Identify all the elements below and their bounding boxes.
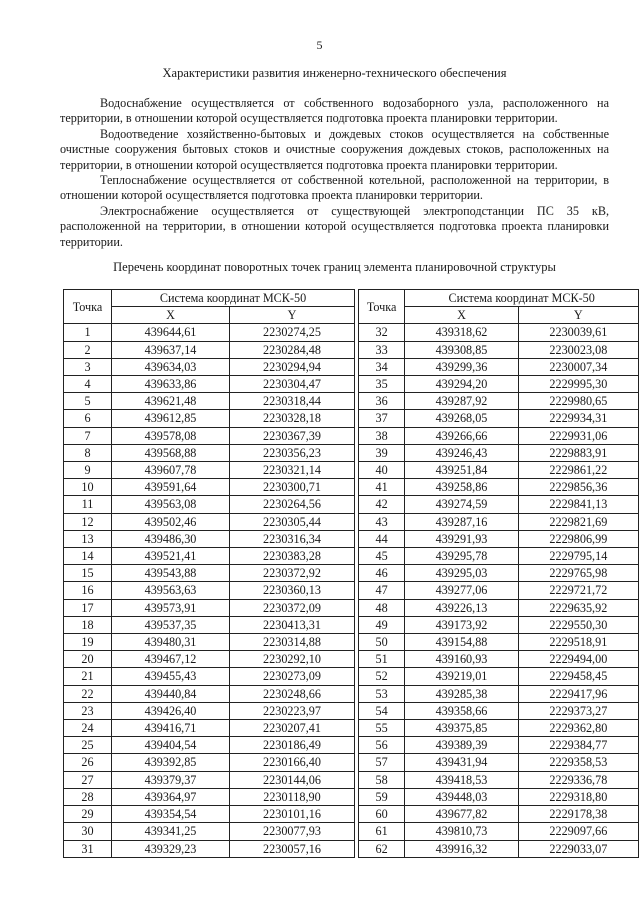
cell-point: 49 — [359, 616, 405, 633]
cell-y: 2229384,77 — [518, 737, 638, 754]
cell-point: 57 — [359, 754, 405, 771]
cell-x: 439480,31 — [112, 634, 230, 651]
cell-point: 35 — [359, 376, 405, 393]
table-row — [64, 840, 355, 857]
cell-x: 439440,84 — [112, 685, 230, 702]
cell-x: 439389,39 — [405, 737, 518, 754]
cell-x: 439219,01 — [405, 668, 518, 685]
cell-point: 33 — [359, 341, 405, 358]
cell-x: 439160,93 — [405, 651, 518, 668]
cell-y: 2230328,18 — [230, 410, 355, 427]
cell-point: 9 — [64, 462, 112, 479]
coordinates-table-right — [358, 289, 639, 858]
cell-point: 50 — [359, 634, 405, 651]
page-number: 5 — [316, 38, 323, 52]
cell-x: 439916,32 — [405, 840, 518, 857]
table-row — [359, 616, 639, 633]
cell-x: 439418,53 — [405, 771, 518, 788]
table-body — [64, 324, 355, 857]
table-row — [359, 771, 639, 788]
cell-x: 439568,88 — [112, 444, 230, 461]
cell-x: 439375,85 — [405, 720, 518, 737]
paragraph-sewerage: Водоотведение хозяйственно-бытовых и дождевых стоков осуществляется на собственные очистные сооружения бытовых стоков и очистные сооружения дождевых стоков, расположенных на территории, в отношении которой осуществляется подготовка проекта планировки территории. — [60, 126, 609, 172]
cell-y: 2230300,71 — [230, 479, 355, 496]
cell-point: 13 — [64, 530, 112, 547]
cell-x: 439578,08 — [112, 427, 230, 444]
table-row — [64, 358, 355, 375]
paragraph-heat-supply: Теплоснабжение осуществляется от собственной котельной, расположенной на территории, в отношении которой осуществляется подготовка проекта планировки территории. — [60, 173, 609, 203]
cell-point: 22 — [64, 685, 112, 702]
cell-x: 439537,35 — [112, 616, 230, 633]
cell-x: 439246,43 — [405, 444, 518, 461]
cell-x: 439154,88 — [405, 634, 518, 651]
cell-y: 2229336,78 — [518, 771, 638, 788]
cell-point: 38 — [359, 427, 405, 444]
cell-x: 439173,92 — [405, 616, 518, 633]
cell-point: 20 — [64, 651, 112, 668]
cell-y: 2229373,27 — [518, 702, 638, 719]
paragraph-power-supply: Электроснабжение осуществляется от существующей электроподстанции ПС 35 кВ, расположенной на территории, в отношении которой осуществляется подготовка проекта планировки территории. — [60, 203, 609, 249]
cell-y: 2229721,72 — [518, 582, 638, 599]
cell-y: 2229765,98 — [518, 565, 638, 582]
cell-y: 2230207,41 — [230, 720, 355, 737]
cell-point: 10 — [64, 479, 112, 496]
cell-point: 36 — [359, 393, 405, 410]
cell-point: 16 — [64, 582, 112, 599]
cell-y: 2230372,92 — [230, 565, 355, 582]
cell-point: 56 — [359, 737, 405, 754]
cell-y: 2229883,91 — [518, 444, 638, 461]
cell-point: 3 — [64, 358, 112, 375]
cell-x: 439294,20 — [405, 376, 518, 393]
table-row — [359, 685, 639, 702]
cell-point: 61 — [359, 823, 405, 840]
cell-x: 439341,25 — [112, 823, 230, 840]
cell-point: 25 — [64, 737, 112, 754]
cell-y: 2230314,88 — [230, 634, 355, 651]
cell-point: 23 — [64, 702, 112, 719]
table-row — [359, 341, 639, 358]
table-row — [64, 410, 355, 427]
cell-y: 2230383,28 — [230, 548, 355, 565]
cell-y: 2230356,23 — [230, 444, 355, 461]
table-row — [64, 341, 355, 358]
cell-y: 2230264,56 — [230, 496, 355, 513]
cell-y: 2229494,00 — [518, 651, 638, 668]
cell-point: 2 — [64, 341, 112, 358]
table-body — [359, 324, 639, 857]
cell-x: 439354,54 — [112, 806, 230, 823]
cell-point: 53 — [359, 685, 405, 702]
cell-x: 439277,06 — [405, 582, 518, 599]
table-row — [64, 393, 355, 410]
cell-x: 439431,94 — [405, 754, 518, 771]
cell-y: 2230292,10 — [230, 651, 355, 668]
table-row — [64, 444, 355, 461]
cell-y: 2230372,09 — [230, 599, 355, 616]
cell-x: 439573,91 — [112, 599, 230, 616]
table-row — [64, 823, 355, 840]
cell-y: 2229417,96 — [518, 685, 638, 702]
cell-y: 2229861,22 — [518, 462, 638, 479]
cell-point: 39 — [359, 444, 405, 461]
table-row — [359, 720, 639, 737]
table-row — [359, 479, 639, 496]
table-row — [64, 565, 355, 582]
cell-point: 5 — [64, 393, 112, 410]
cell-x: 439404,54 — [112, 737, 230, 754]
cell-x: 439287,92 — [405, 393, 518, 410]
cell-y: 2230321,14 — [230, 462, 355, 479]
cell-y: 2230413,31 — [230, 616, 355, 633]
cell-point: 37 — [359, 410, 405, 427]
table-row — [64, 651, 355, 668]
cell-point: 31 — [64, 840, 112, 857]
cell-x: 439287,16 — [405, 513, 518, 530]
cell-point: 41 — [359, 479, 405, 496]
cell-point: 15 — [64, 565, 112, 582]
table-row — [64, 479, 355, 496]
cell-x: 439308,85 — [405, 341, 518, 358]
table-row — [359, 410, 639, 427]
header-x: X — [112, 307, 230, 324]
cell-point: 34 — [359, 358, 405, 375]
cell-y: 2229635,92 — [518, 599, 638, 616]
cell-point: 45 — [359, 548, 405, 565]
cell-y: 2229097,66 — [518, 823, 638, 840]
cell-y: 2230039,61 — [518, 324, 638, 341]
cell-y: 2229518,91 — [518, 634, 638, 651]
cell-point: 52 — [359, 668, 405, 685]
cell-y: 2229995,30 — [518, 376, 638, 393]
cell-point: 26 — [64, 754, 112, 771]
cell-y: 2229980,65 — [518, 393, 638, 410]
cell-y: 2230007,34 — [518, 358, 638, 375]
table-row — [359, 702, 639, 719]
table-row — [64, 685, 355, 702]
cell-y: 2230144,06 — [230, 771, 355, 788]
cell-x: 439295,78 — [405, 548, 518, 565]
table-row — [359, 513, 639, 530]
table-row — [64, 702, 355, 719]
table-row — [359, 599, 639, 616]
cell-x: 439810,73 — [405, 823, 518, 840]
table-row — [64, 634, 355, 651]
cell-y: 2229458,45 — [518, 668, 638, 685]
section-heading: Характеристики развития инженерно-технического обеспечения — [162, 66, 507, 80]
cell-x: 439637,14 — [112, 341, 230, 358]
table-row — [359, 427, 639, 444]
cell-y: 2229795,14 — [518, 548, 638, 565]
body-text — [60, 96, 609, 250]
table-row — [359, 565, 639, 582]
table-row — [359, 376, 639, 393]
table-row — [64, 720, 355, 737]
cell-x: 439543,88 — [112, 565, 230, 582]
table-row — [64, 771, 355, 788]
cell-point: 40 — [359, 462, 405, 479]
cell-x: 439268,05 — [405, 410, 518, 427]
cell-y: 2230318,44 — [230, 393, 355, 410]
table-row — [64, 754, 355, 771]
cell-y: 2230101,16 — [230, 806, 355, 823]
table-row — [64, 668, 355, 685]
table-row — [359, 444, 639, 461]
coordinates-table-left — [63, 289, 355, 858]
cell-y: 2230316,34 — [230, 530, 355, 547]
cell-y: 2229806,99 — [518, 530, 638, 547]
table-row — [64, 324, 355, 341]
table-row — [64, 530, 355, 547]
cell-y: 2230305,44 — [230, 513, 355, 530]
cell-y: 2230248,66 — [230, 685, 355, 702]
cell-point: 46 — [359, 565, 405, 582]
table-row — [64, 427, 355, 444]
cell-point: 44 — [359, 530, 405, 547]
cell-x: 439448,03 — [405, 788, 518, 805]
header-coordinate-system: Система координат МСК-50 — [405, 290, 639, 307]
table-row — [359, 737, 639, 754]
cell-y: 2230223,97 — [230, 702, 355, 719]
cell-x: 439416,71 — [112, 720, 230, 737]
cell-point: 6 — [64, 410, 112, 427]
cell-x: 439379,37 — [112, 771, 230, 788]
table-row — [64, 582, 355, 599]
cell-x: 439521,41 — [112, 548, 230, 565]
cell-y: 2229934,31 — [518, 410, 638, 427]
cell-y: 2229841,13 — [518, 496, 638, 513]
cell-point: 8 — [64, 444, 112, 461]
cell-x: 439621,48 — [112, 393, 230, 410]
table-row — [359, 788, 639, 805]
cell-point: 60 — [359, 806, 405, 823]
table-row — [64, 548, 355, 565]
cell-point: 42 — [359, 496, 405, 513]
cell-y: 2230367,39 — [230, 427, 355, 444]
table-row — [359, 393, 639, 410]
cell-point: 48 — [359, 599, 405, 616]
cell-point: 18 — [64, 616, 112, 633]
cell-y: 2229856,36 — [518, 479, 638, 496]
cell-point: 11 — [64, 496, 112, 513]
cell-x: 439364,97 — [112, 788, 230, 805]
cell-x: 439274,59 — [405, 496, 518, 513]
header-y: Y — [518, 307, 638, 324]
table-row — [359, 651, 639, 668]
table-row — [64, 496, 355, 513]
cell-y: 2230360,13 — [230, 582, 355, 599]
cell-x: 439295,03 — [405, 565, 518, 582]
cell-y: 2230304,47 — [230, 376, 355, 393]
cell-y: 2229550,30 — [518, 616, 638, 633]
table-row — [64, 788, 355, 805]
table-row — [359, 840, 639, 857]
table-row — [64, 599, 355, 616]
table-row — [359, 324, 639, 341]
header-coordinate-system: Система координат МСК-50 — [112, 290, 355, 307]
cell-x: 439486,30 — [112, 530, 230, 547]
table-row — [359, 548, 639, 565]
cell-point: 1 — [64, 324, 112, 341]
cell-x: 439644,61 — [112, 324, 230, 341]
cell-x: 439455,43 — [112, 668, 230, 685]
cell-y: 2230294,94 — [230, 358, 355, 375]
cell-x: 439426,40 — [112, 702, 230, 719]
header-x: X — [405, 307, 518, 324]
header-point: Точка — [359, 290, 405, 324]
header-point: Точка — [64, 290, 112, 324]
cell-x: 439299,36 — [405, 358, 518, 375]
cell-point: 43 — [359, 513, 405, 530]
cell-point: 30 — [64, 823, 112, 840]
table-row — [359, 582, 639, 599]
cell-x: 439291,93 — [405, 530, 518, 547]
table-row — [359, 462, 639, 479]
table-row — [359, 530, 639, 547]
cell-point: 27 — [64, 771, 112, 788]
table-row — [64, 737, 355, 754]
table-row — [359, 634, 639, 651]
cell-x: 439612,85 — [112, 410, 230, 427]
table-row — [359, 806, 639, 823]
cell-y: 2229362,80 — [518, 720, 638, 737]
cell-x: 439467,12 — [112, 651, 230, 668]
cell-y: 2230274,25 — [230, 324, 355, 341]
cell-x: 439329,23 — [112, 840, 230, 857]
cell-x: 439633,86 — [112, 376, 230, 393]
cell-point: 17 — [64, 599, 112, 616]
table-row — [359, 823, 639, 840]
cell-point: 28 — [64, 788, 112, 805]
paragraph-water-supply: Водоснабжение осуществляется от собственного водозаборного узла, расположенного на территории, в отношении которой осуществляется подготовка проекта планировки территории. — [60, 96, 609, 126]
table-row — [64, 616, 355, 633]
cell-x: 439607,78 — [112, 462, 230, 479]
cell-x: 439392,85 — [112, 754, 230, 771]
table-caption: Перечень координат поворотных точек границ элемента планировочной структуры — [113, 260, 556, 274]
cell-point: 55 — [359, 720, 405, 737]
cell-x: 439251,84 — [405, 462, 518, 479]
cell-x: 439318,62 — [405, 324, 518, 341]
cell-point: 51 — [359, 651, 405, 668]
table-row — [359, 496, 639, 513]
table-row — [64, 462, 355, 479]
cell-point: 32 — [359, 324, 405, 341]
table-row — [359, 668, 639, 685]
cell-y: 2230077,93 — [230, 823, 355, 840]
cell-x: 439634,03 — [112, 358, 230, 375]
cell-point: 12 — [64, 513, 112, 530]
cell-point: 29 — [64, 806, 112, 823]
cell-point: 54 — [359, 702, 405, 719]
cell-point: 19 — [64, 634, 112, 651]
cell-point: 7 — [64, 427, 112, 444]
cell-y: 2229931,06 — [518, 427, 638, 444]
cell-x: 439258,86 — [405, 479, 518, 496]
cell-x: 439266,66 — [405, 427, 518, 444]
cell-x: 439358,66 — [405, 702, 518, 719]
table-row — [64, 376, 355, 393]
table-row — [64, 513, 355, 530]
cell-y: 2229318,80 — [518, 788, 638, 805]
table-row — [64, 806, 355, 823]
table-row — [359, 754, 639, 771]
table-row — [359, 358, 639, 375]
cell-point: 4 — [64, 376, 112, 393]
cell-y: 2230023,08 — [518, 341, 638, 358]
cell-point: 58 — [359, 771, 405, 788]
cell-point: 14 — [64, 548, 112, 565]
cell-y: 2229821,69 — [518, 513, 638, 530]
cell-x: 439563,63 — [112, 582, 230, 599]
cell-y: 2229178,38 — [518, 806, 638, 823]
cell-point: 47 — [359, 582, 405, 599]
cell-x: 439591,64 — [112, 479, 230, 496]
cell-x: 439677,82 — [405, 806, 518, 823]
cell-x: 439502,46 — [112, 513, 230, 530]
cell-y: 2229033,07 — [518, 840, 638, 857]
cell-point: 59 — [359, 788, 405, 805]
cell-y: 2230186,49 — [230, 737, 355, 754]
cell-x: 439563,08 — [112, 496, 230, 513]
cell-point: 24 — [64, 720, 112, 737]
cell-y: 2230273,09 — [230, 668, 355, 685]
cell-point: 62 — [359, 840, 405, 857]
cell-x: 439226,13 — [405, 599, 518, 616]
cell-x: 439285,38 — [405, 685, 518, 702]
cell-y: 2230057,16 — [230, 840, 355, 857]
cell-y: 2229358,53 — [518, 754, 638, 771]
cell-y: 2230118,90 — [230, 788, 355, 805]
cell-y: 2230166,40 — [230, 754, 355, 771]
header-y: Y — [230, 307, 355, 324]
cell-point: 21 — [64, 668, 112, 685]
cell-y: 2230284,48 — [230, 341, 355, 358]
